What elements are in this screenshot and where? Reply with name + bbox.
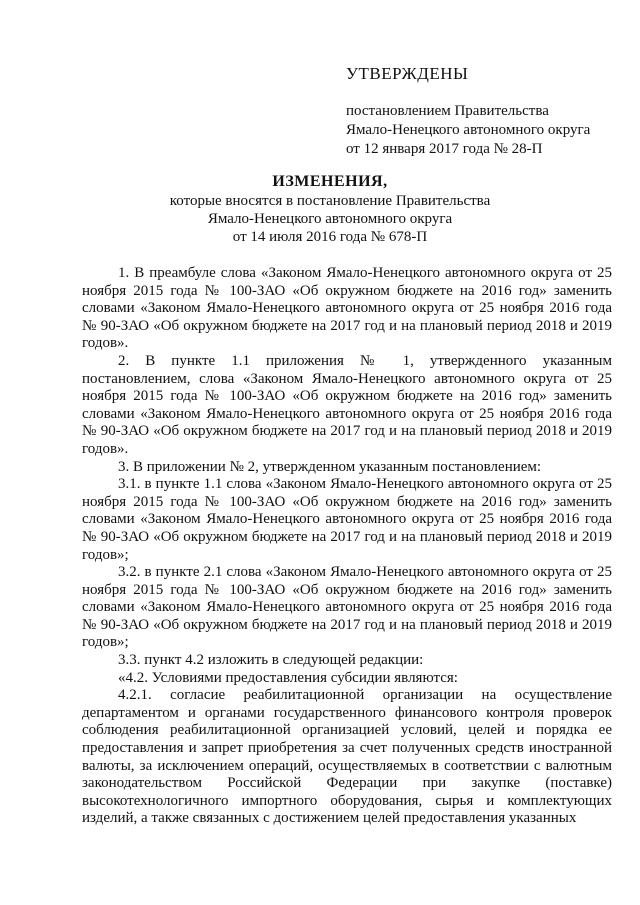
approval-title: УТВЕРЖДЕНЫ [346,64,469,83]
paragraph-1: 1. В преамбуле слова «Законом Ямало-Ненецкого автономного округа от 25 ноября 2015 года № 100-ЗАО «Об окружном бюджете на 2016 год» заменить словами «Законом Ямало-Ненецкого автономного округа от 25 ноября 2016 года № 90-ЗАО «Об окружном бюджете на 2017 год и на плановый период 2018 и 2019 годов». [82,265,612,352]
heading-line-1: которые вносятся в постановление Правительства [169,193,491,209]
heading-line-3: от 14 июля 2016 года № 678-П [232,229,428,245]
paragraph-3-1: 3.1. в пункте 1.1 слова «Законом Ямало-Ненецкого автономного округа от 25 ноября 2015 года № 100-ЗАО «Об окружном бюджете на 2016 год» заменить словами «Законом Ямало-Ненецкого автономного округа от 25 ноября 2016 года № 90-ЗАО «Об окружном бюджете на 2017 год и на плановый период 2018 и 2019 годов»; [82,476,612,563]
paragraph-3-3: 3.3. пункт 4.2 изложить в следующей редакции: [118,652,424,669]
document-body [82,265,612,828]
paragraph-4-2-1: 4.2.1. согласие реабилитационной организации на осуществление департаментом и органами государственного финансового контроля проверок соблюдения реабилитационной организацией условий, целей и порядка ее предоставления и запрет приобретения за счет полученных средств иностранной валюты, за исключением операций, осуществляемых в соответствии с валютным законодательством Российской Федерации при закупке (поставке) высокотехнологичного импортного оборудования, сырья и комплектующих изделий, а также связанных с достижением целей предоставления указанных [82,687,612,827]
heading-title: ИЗМЕНЕНИЯ, [272,173,388,190]
document-heading [60,172,600,246]
paragraph-4-2: «4.2. Условиями предоставления субсидии являются: [118,669,458,686]
paragraph-2: 2. В пункте 1.1 приложения № 1, утвержденного указанным постановлением, слова «Законом Ямало-Ненецкого автономного округа от 25 ноября 2015 года № 100-ЗАО «Об окружном бюджете на 2016 год» заменить словами «Законом Ямало-Ненецкого автономного округа от 25 ноября 2016 года № 90-ЗАО «Об окружном бюджете на 2017 год и на плановый период 2018 и 2019 годов». [82,352,612,457]
paragraph-3-2: 3.2. в пункте 2.1 слова «Законом Ямало-Ненецкого автономного округа от 25 ноября 2015 года № 100-ЗАО «Об окружном бюджете на 2016 год» заменить словами «Законом Ямало-Ненецкого автономного округа от 25 ноября 2016 года № 90-ЗАО «Об окружном бюджете на 2017 год и на плановый период 2018 и 2019 годов»; [82,564,612,651]
approval-line-1: постановлением Правительства [346,103,549,119]
heading-line-2: Ямало-Ненецкого автономного округа [207,211,453,227]
approval-block [346,64,626,159]
approval-line-3: от 12 января 2017 года № 28-П [346,141,543,157]
paragraph-3: 3. В приложении № 2, утвержденном указанным постановлением: [118,458,542,475]
approval-line-2: Ямало-Ненецкого автономного округа [346,122,591,138]
